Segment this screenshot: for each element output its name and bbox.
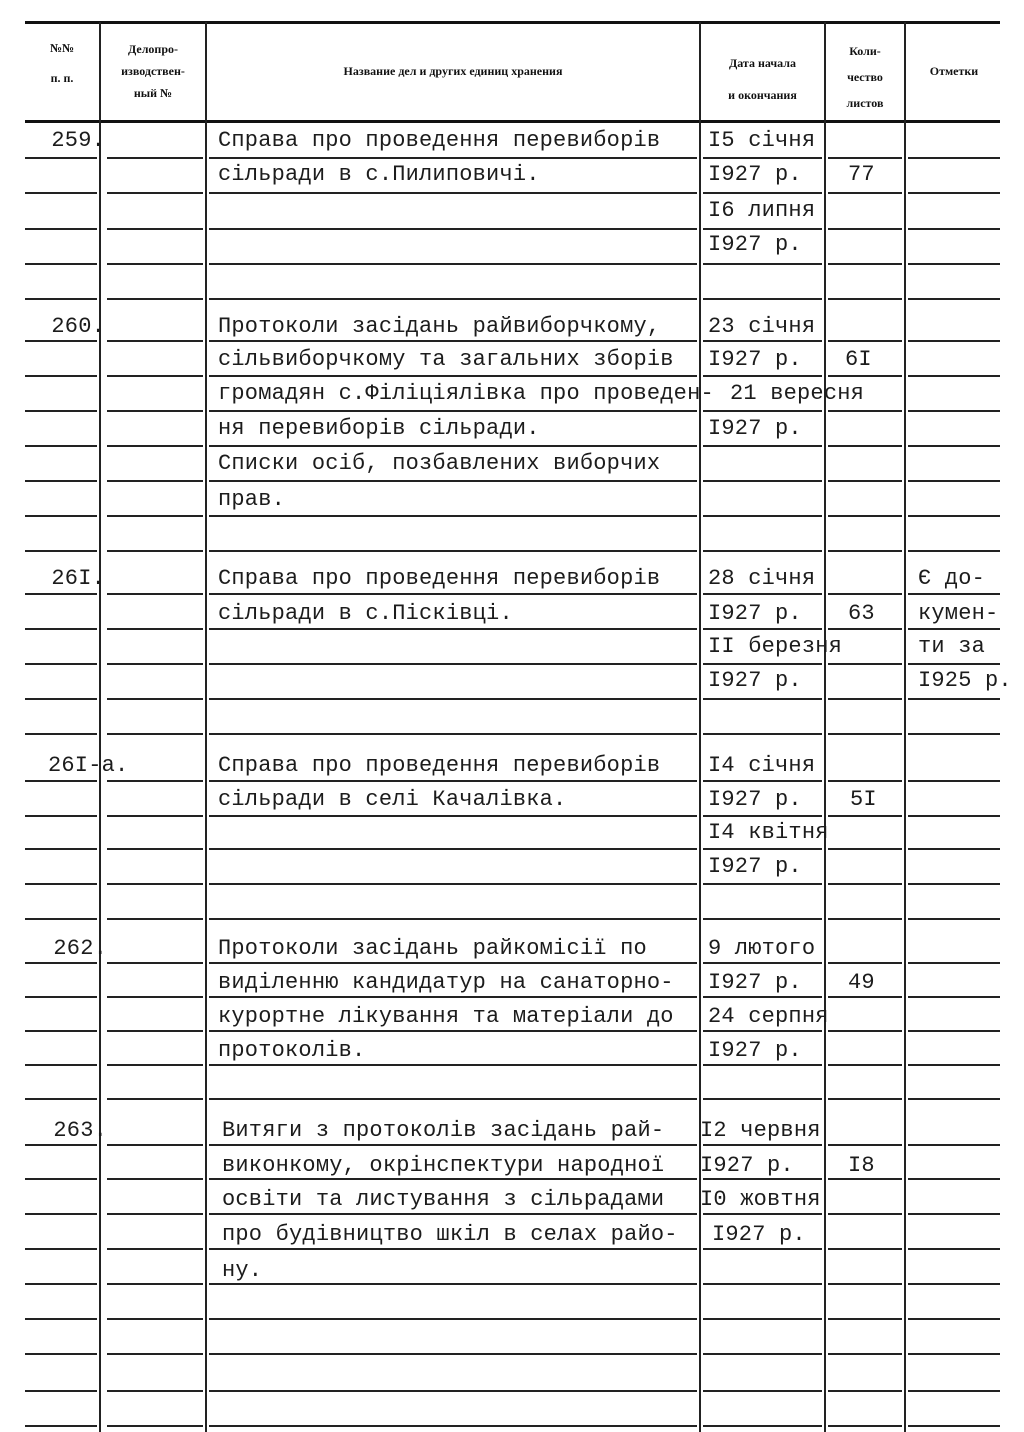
ruled-line — [25, 445, 97, 447]
ruled-line — [107, 1248, 203, 1250]
date-line: I927 р. — [708, 347, 802, 372]
ruled-line — [828, 1098, 902, 1100]
ruled-line — [908, 698, 1000, 700]
ruled-line — [908, 1178, 1000, 1180]
ruled-line — [908, 263, 1000, 265]
ruled-line — [828, 263, 902, 265]
ruled-line — [828, 515, 902, 517]
ruled-line — [703, 263, 822, 265]
ruled-line — [908, 157, 1000, 159]
ruled-line — [908, 410, 1000, 412]
ruled-line — [703, 1425, 822, 1427]
ruled-line — [107, 298, 203, 300]
ruled-line — [908, 1353, 1000, 1355]
date-line: I927 р. — [708, 970, 802, 995]
title-line: виділенню кандидатур на санаторно- — [218, 970, 674, 995]
ruled-line — [828, 883, 902, 885]
ruled-line — [703, 480, 822, 482]
ruled-line — [908, 228, 1000, 230]
ruled-line — [25, 515, 97, 517]
date-line: 9 лютого — [708, 936, 816, 961]
row-number: 26I-а. — [48, 753, 129, 778]
ruled-line — [107, 1390, 203, 1392]
ruled-line — [908, 815, 1000, 817]
header-text: чество — [847, 70, 883, 84]
ruled-line — [908, 996, 1000, 998]
sheet-count: 77 — [848, 162, 875, 187]
row-number: 260. — [51, 314, 105, 339]
ruled-line — [25, 628, 97, 630]
title-line: сільради в селі Качалівка. — [218, 787, 567, 812]
note-line: Є до- — [918, 566, 986, 591]
header-text: Коли- — [849, 44, 881, 58]
ruled-line — [25, 410, 97, 412]
ruled-line — [703, 733, 822, 735]
note-line: I925 р. — [918, 668, 1012, 693]
date-line: I4 квітня — [708, 820, 829, 845]
ruled-line — [25, 1030, 97, 1032]
ruled-line — [107, 340, 203, 342]
date-line: 28 січня — [708, 566, 816, 591]
header-top-rule — [25, 21, 1000, 24]
ruled-line — [828, 1248, 902, 1250]
column-divider-4 — [824, 22, 826, 1432]
ruled-line — [107, 628, 203, 630]
header-number-col — [25, 40, 99, 86]
header-office-no-col — [101, 38, 205, 104]
ruled-line — [25, 733, 97, 735]
ruled-line — [25, 1178, 97, 1180]
column-divider-1 — [99, 22, 101, 1432]
ruled-line — [828, 1213, 902, 1215]
ruled-line — [107, 1064, 203, 1066]
ruled-line — [25, 1283, 97, 1285]
ruled-line — [107, 550, 203, 552]
ruled-line — [107, 228, 203, 230]
header-text: №№ — [49, 41, 75, 55]
ruled-line — [703, 298, 822, 300]
ruled-line — [908, 515, 1000, 517]
ruled-line — [209, 698, 697, 700]
ruled-line — [25, 263, 97, 265]
ruled-line — [107, 733, 203, 735]
ruled-line — [209, 1353, 697, 1355]
ruled-line — [107, 1318, 203, 1320]
date-line: 21 вересня — [730, 381, 865, 406]
ruled-line — [209, 733, 697, 735]
ruled-line — [828, 1390, 902, 1392]
header-title-col — [207, 63, 699, 79]
date-line: I927 р. — [708, 854, 802, 879]
date-line: 24 серпня — [708, 1004, 829, 1029]
date-line: 23 січня — [708, 314, 816, 339]
title-line: Протоколи засідань райвиборчкому, — [218, 314, 661, 339]
ruled-line — [908, 780, 1000, 782]
ruled-line — [209, 1318, 697, 1320]
ruled-line — [25, 480, 97, 482]
ruled-line — [828, 298, 902, 300]
ruled-line — [209, 1283, 697, 1285]
ruled-line — [908, 1248, 1000, 1250]
ruled-line — [209, 263, 697, 265]
note-line: кумен- — [918, 601, 999, 626]
ruled-line — [107, 996, 203, 998]
title-line: Справа про проведення перевиборів — [218, 753, 661, 778]
header-notes-col — [906, 63, 1002, 79]
header-text: Дата начала — [728, 56, 797, 70]
title-line: прав. — [218, 487, 286, 512]
title-line: громадян с.Філіціялівка про проведен- — [218, 381, 714, 406]
ruled-line — [25, 550, 97, 552]
ruled-line — [107, 515, 203, 517]
ruled-line — [908, 1318, 1000, 1320]
ruled-line — [908, 192, 1000, 194]
date-line: I5 січня — [708, 128, 816, 153]
ruled-line — [828, 780, 902, 782]
ruled-line — [107, 1425, 203, 1427]
ruled-line — [908, 375, 1000, 377]
column-divider-2 — [205, 22, 207, 1432]
ruled-line — [25, 698, 97, 700]
ruled-line — [908, 340, 1000, 342]
ruled-line — [107, 263, 203, 265]
ruled-line — [107, 445, 203, 447]
title-line: протоколів. — [218, 1038, 366, 1063]
title-line: ня перевиборів сільради. — [218, 416, 540, 441]
ruled-line — [209, 883, 697, 885]
ruled-line — [908, 480, 1000, 482]
ruled-line — [25, 996, 97, 998]
ruled-line — [25, 228, 97, 230]
ruled-line — [25, 883, 97, 885]
ruled-line — [828, 1283, 902, 1285]
header-text: Название дел и других единиц хранения — [343, 64, 563, 78]
header-text: листов — [846, 96, 884, 110]
header-bottom-rule — [25, 120, 1000, 123]
ruled-line — [908, 1144, 1000, 1146]
title-line: курортне лікування та матеріали до — [218, 1004, 674, 1029]
ruled-line — [209, 663, 697, 665]
ruled-line — [703, 1283, 822, 1285]
note-line: ти за — [918, 634, 986, 659]
header-text: ный № — [133, 86, 173, 100]
ruled-line — [209, 550, 697, 552]
ruled-line — [703, 1390, 822, 1392]
header-text: Отметки — [929, 64, 979, 78]
ruled-line — [828, 192, 902, 194]
ruled-line — [908, 1425, 1000, 1427]
sheet-count: 5I — [850, 787, 877, 812]
column-divider-3 — [699, 22, 701, 1432]
header-text: изводствен- — [121, 64, 185, 78]
ruled-line — [209, 1098, 697, 1100]
date-line: I927 р. — [708, 1038, 802, 1063]
ruled-line — [107, 1213, 203, 1215]
title-line: Справа про проведення перевиборів — [218, 128, 661, 153]
ruled-line — [25, 1098, 97, 1100]
date-line: I927 р. — [700, 1153, 794, 1178]
ruled-line — [828, 962, 902, 964]
ruled-line — [703, 550, 822, 552]
ruled-line — [703, 1353, 822, 1355]
date-line: I2 червня — [700, 1118, 821, 1143]
ruled-line — [107, 883, 203, 885]
title-line: Справа про проведення перевиборів — [218, 566, 661, 591]
ruled-line — [908, 1030, 1000, 1032]
ruled-line — [25, 848, 97, 850]
ruled-line — [107, 1353, 203, 1355]
ruled-line — [107, 848, 203, 850]
ruled-line — [209, 848, 697, 850]
ruled-line — [107, 663, 203, 665]
ruled-line — [107, 1178, 203, 1180]
row-number: 263. — [53, 1118, 107, 1143]
title-line: сільради в с.Пісківці. — [218, 601, 513, 626]
title-line: освіти та листування з сільрадами — [222, 1187, 665, 1212]
sheet-count: 63 — [848, 601, 875, 626]
sheet-count: 6I — [845, 347, 872, 372]
ruled-line — [828, 1030, 902, 1032]
date-line: I927 р. — [708, 787, 802, 812]
ruled-line — [107, 157, 203, 159]
ruled-line — [209, 1390, 697, 1392]
sheet-count: I8 — [848, 1153, 875, 1178]
ruled-line — [828, 733, 902, 735]
title-line: сільради в с.Пилиповичі. — [218, 162, 540, 187]
ruled-line — [25, 1353, 97, 1355]
ruled-line — [703, 515, 822, 517]
ruled-line — [107, 410, 203, 412]
date-line: II березня — [708, 634, 843, 659]
ruled-line — [828, 918, 902, 920]
ruled-line — [25, 192, 97, 194]
title-line: виконкому, окрінспектури народної — [222, 1153, 665, 1178]
row-number: 262. — [53, 936, 107, 961]
ruled-line — [209, 1425, 697, 1427]
ruled-line — [828, 340, 902, 342]
ruled-line — [25, 1425, 97, 1427]
ruled-line — [25, 918, 97, 920]
ruled-line — [828, 1425, 902, 1427]
date-line: I927 р. — [712, 1222, 806, 1247]
ruled-line — [908, 445, 1000, 447]
date-line: I6 липня — [708, 198, 816, 223]
header-dates-col — [701, 47, 824, 111]
date-line: I4 січня — [708, 753, 816, 778]
ruled-line — [828, 1353, 902, 1355]
ruled-line — [107, 1144, 203, 1146]
ruled-line — [703, 698, 822, 700]
ruled-line — [908, 848, 1000, 850]
ruled-line — [908, 733, 1000, 735]
ruled-line — [828, 593, 902, 595]
ruled-line — [107, 698, 203, 700]
ruled-line — [828, 1318, 902, 1320]
ruled-line — [908, 1283, 1000, 1285]
date-line: I927 р. — [708, 668, 802, 693]
date-line: I927 р. — [708, 416, 802, 441]
header-text: и окончания — [728, 88, 797, 102]
title-line: ну. — [222, 1258, 263, 1283]
ruled-line — [25, 1213, 97, 1215]
ruled-line — [25, 1390, 97, 1392]
sheet-count: 49 — [848, 970, 875, 995]
ruled-line — [25, 663, 97, 665]
ruled-line — [828, 228, 902, 230]
ruled-line — [107, 1030, 203, 1032]
ruled-line — [107, 375, 203, 377]
date-line: I927 р. — [708, 232, 802, 257]
ruled-line — [107, 192, 203, 194]
row-number: 26I. — [51, 566, 105, 591]
title-line: Списки осіб, позбавлених виборчих — [218, 451, 661, 476]
ruled-line — [107, 962, 203, 964]
date-line: I927 р. — [708, 601, 802, 626]
ruled-line — [209, 228, 697, 230]
header-sheet-count-col — [826, 38, 904, 116]
title-line: про будівництво шкіл в селах райо- — [222, 1222, 678, 1247]
ruled-line — [107, 1098, 203, 1100]
ruled-line — [107, 480, 203, 482]
ruled-line — [828, 550, 902, 552]
ruled-line — [25, 298, 97, 300]
ruled-line — [107, 593, 203, 595]
ruled-line — [703, 918, 822, 920]
ruled-line — [828, 698, 902, 700]
ruled-line — [209, 192, 697, 194]
ruled-line — [828, 1144, 902, 1146]
ruled-line — [908, 1390, 1000, 1392]
ruled-line — [828, 445, 902, 447]
row-number: 259. — [51, 128, 105, 153]
ruled-line — [703, 1098, 822, 1100]
ruled-line — [908, 1064, 1000, 1066]
ruled-line — [908, 962, 1000, 964]
ruled-line — [107, 1283, 203, 1285]
ruled-line — [25, 1318, 97, 1320]
ruled-line — [107, 918, 203, 920]
ruled-line — [908, 550, 1000, 552]
ruled-line — [209, 918, 697, 920]
date-line: I927 р. — [708, 162, 802, 187]
ruled-line — [908, 298, 1000, 300]
title-line: сільвиборчкому та загальних зборів — [218, 347, 674, 372]
ruled-line — [107, 815, 203, 817]
ruled-line — [908, 883, 1000, 885]
ruled-line — [25, 1064, 97, 1066]
ruled-line — [25, 815, 97, 817]
title-line: Витяги з протоколів засідань рай- — [222, 1118, 665, 1143]
ruled-line — [828, 1064, 902, 1066]
header-text: Делопро- — [127, 42, 179, 56]
title-line: Протоколи засідань райкомісії по — [218, 936, 647, 961]
ruled-line — [908, 1098, 1000, 1100]
ruled-line — [209, 298, 697, 300]
ruled-line — [25, 375, 97, 377]
ruled-line — [828, 848, 902, 850]
ruled-line — [908, 1213, 1000, 1215]
ruled-line — [25, 1248, 97, 1250]
ruled-line — [908, 918, 1000, 920]
column-divider-5 — [904, 22, 906, 1432]
ruled-line — [828, 480, 902, 482]
ruled-line — [703, 1318, 822, 1320]
date-line: I0 жовтня — [700, 1187, 821, 1212]
header-text: п. п. — [50, 71, 74, 85]
